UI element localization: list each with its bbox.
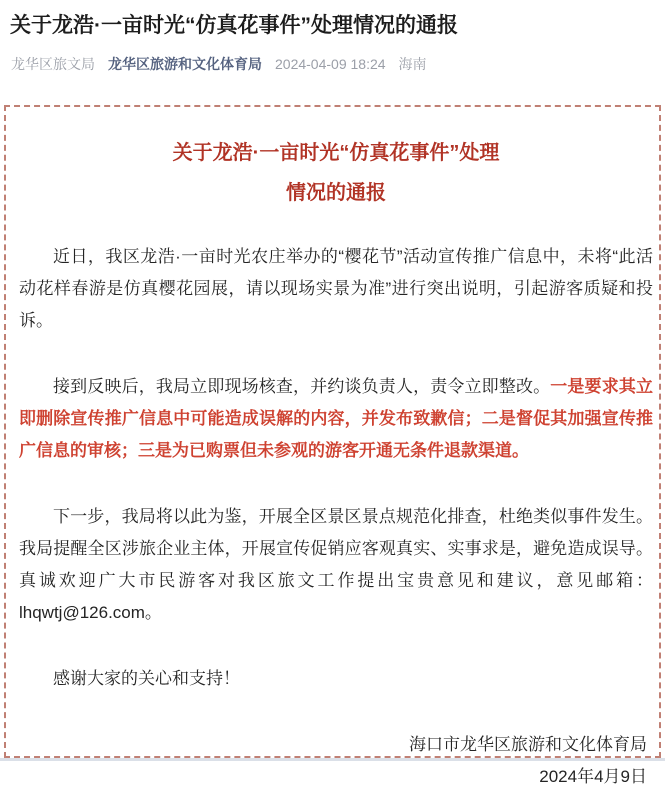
publish-timestamp: 2024-04-09 18:24 <box>275 56 386 72</box>
notice-box <box>4 105 661 786</box>
signature-org: 海口市龙华区旅游和文化体育局 <box>409 735 647 754</box>
page-title: 关于龙浩·一亩时光“仿真花事件”处理情况的通报 <box>10 14 458 37</box>
source-account-link[interactable]: 龙华区旅游和文化体育局 <box>108 56 262 72</box>
article-meta-row <box>0 41 665 74</box>
notice-title <box>19 133 653 213</box>
article-header <box>0 0 665 74</box>
notice-title-line2: 情况的通报 <box>286 182 386 204</box>
notice-paragraph-3: 下一步，我局将以此为鉴，开展全区景区景点规范化排查，杜绝类似事件发生。我局提醒全区涉旅企业主体，开展宣传促销应客观真实、实事求是，避免造成误导。真诚欢迎广大市民游客对我区旅文工作提出宝贵意见和建议，意见邮箱：lhqwtj@126.com。 <box>19 507 653 622</box>
notice-paragraph-2 <box>19 371 653 467</box>
notice-paragraph-1: 近日，我区龙浩·一亩时光农庄举办的“樱花节”活动宣传推广信息中，未将“此活动花样春游是仿真樱花园展，请以现场实景为准”进行突出说明，引起游客质疑和投诉。 <box>19 247 653 330</box>
signature-date: 2024年4月9日 <box>539 767 647 786</box>
notice-paragraph-2-plain: 接到反映后，我局立即现场核查，并约谈负责人，责令立即整改。 <box>53 377 551 396</box>
notice-paragraph-2-highlight: 一是要求其立即删除宣传推广信息中可能造成误解的内容，并发布致歉信；二是督促其加强宣传推广信息的审核；三是为已购票但未参观的游客开通无条件退款渠道。 <box>19 377 654 460</box>
notice-paragraph-4: 感谢大家的关心和支持！ <box>53 669 240 688</box>
source-short-label: 龙华区旅文局 <box>11 56 95 72</box>
signature-block <box>19 729 653 793</box>
notice-title-line1: 关于龙浩·一亩时光“仿真花事件”处理 <box>172 142 500 164</box>
publish-location: 海南 <box>398 56 427 72</box>
